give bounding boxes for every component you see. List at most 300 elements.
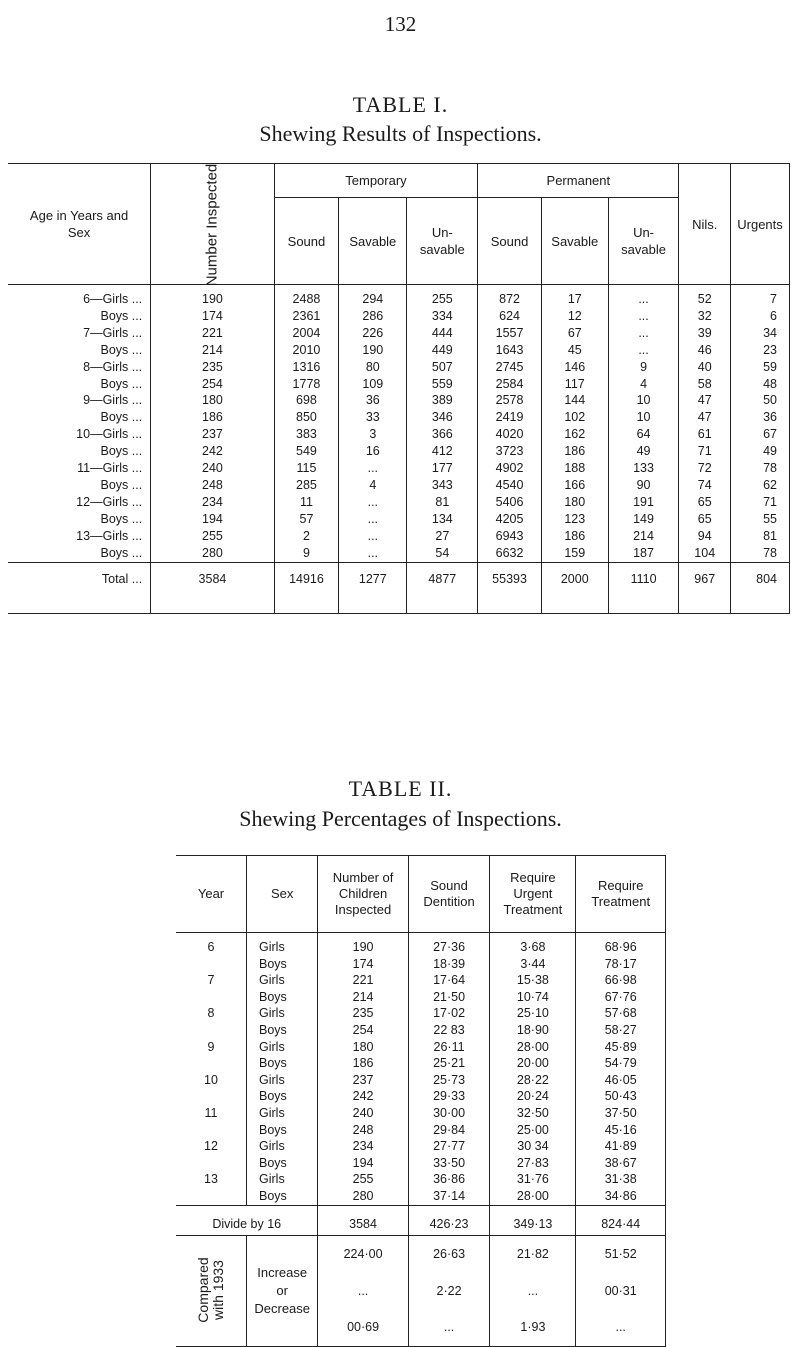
compared-row	[176, 1235, 666, 1273]
table2-body	[176, 933, 666, 1206]
table-cell: 67	[731, 426, 790, 443]
table-row	[176, 1005, 666, 1022]
table-cell: 67	[541, 325, 608, 342]
compared-value: ...	[576, 1310, 666, 1346]
header-perm-savable: Savable	[541, 198, 608, 284]
compared-value: ...	[408, 1310, 490, 1346]
table-cell: 10	[608, 392, 679, 409]
divide-value: 349·13	[490, 1205, 576, 1235]
table-cell: 2419	[478, 409, 542, 426]
table-cell: 180	[318, 1039, 408, 1056]
total-cell: 2000	[541, 562, 608, 613]
table-cell: 240	[318, 1105, 408, 1122]
row-label: Boys ...	[100, 376, 143, 391]
compared-value: 26·63	[408, 1235, 490, 1273]
table-cell: 449	[407, 342, 478, 359]
table-cell: 45·89	[576, 1039, 666, 1056]
table-cell: 78	[731, 545, 790, 562]
table-cell: 507	[407, 359, 478, 376]
year-cell	[176, 956, 247, 973]
row-label: 12—Girls ...	[76, 494, 143, 509]
table-cell: 190	[339, 342, 407, 359]
table-cell: 115	[274, 460, 338, 477]
table-cell: 28·00	[490, 1188, 576, 1205]
table-cell: 146	[541, 359, 608, 376]
table-cell: 39	[679, 325, 731, 342]
table-cell: 559	[407, 376, 478, 393]
table-cell: 31·38	[576, 1171, 666, 1188]
header-urgent-treatment: Require Urgent Treatment	[490, 856, 576, 933]
compared-value: 51·52	[576, 1235, 666, 1273]
table-cell: 549	[274, 443, 338, 460]
table-cell: 191	[608, 494, 679, 511]
table-cell: 6	[731, 308, 790, 325]
table-cell: ...	[339, 460, 407, 477]
sex-cell: Girls	[247, 972, 318, 989]
header-perm-sound: Sound	[478, 198, 542, 284]
table-cell: 49	[731, 443, 790, 460]
compared-value: 00·69	[318, 1310, 408, 1346]
table-cell: 3723	[478, 443, 542, 460]
table-cell: 30 34	[490, 1138, 576, 1155]
total-cell: 4877	[407, 562, 478, 613]
table-cell: 72	[679, 460, 731, 477]
table-cell: 1643	[478, 342, 542, 359]
table-cell: 38·67	[576, 1155, 666, 1172]
table-cell: 11	[274, 494, 338, 511]
sex-cell: Girls	[247, 1138, 318, 1155]
table-cell: 17·64	[408, 972, 490, 989]
table-row	[176, 1055, 666, 1072]
row-label: 11—Girls ...	[77, 461, 143, 476]
table-cell: 80	[339, 359, 407, 376]
table-cell: 214	[608, 528, 679, 545]
increase-decrease-label: Increase or Decrease	[247, 1235, 318, 1346]
table-cell: 25·21	[408, 1055, 490, 1072]
compared-value: 21·82	[490, 1235, 576, 1273]
table-cell: 50·43	[576, 1088, 666, 1105]
table-cell: 34	[731, 325, 790, 342]
table-cell: 186	[541, 528, 608, 545]
table-cell: 144	[541, 392, 608, 409]
table1-title: TABLE I.	[352, 92, 449, 117]
table-cell: ...	[339, 511, 407, 528]
table-cell: 248	[151, 477, 275, 494]
table-cell: 28·00	[490, 1039, 576, 1056]
total-cell: 804	[731, 562, 790, 613]
table-cell: 444	[407, 325, 478, 342]
table-cell: 174	[318, 956, 408, 973]
header-urgents: Urgents	[731, 164, 790, 285]
row-label: Boys ...	[100, 410, 143, 425]
table-row	[176, 933, 666, 956]
table-cell: 65	[679, 494, 731, 511]
sex-cell: Boys	[247, 956, 318, 973]
table-cell: 133	[608, 460, 679, 477]
header-require-treatment: Require Treatment	[576, 856, 666, 933]
table-cell: 27	[407, 528, 478, 545]
year-cell	[176, 1022, 247, 1039]
table-cell: 366	[407, 426, 478, 443]
table-cell: 294	[339, 285, 407, 308]
inspection-results-table	[8, 163, 790, 614]
table-cell: 32	[679, 308, 731, 325]
compared-value: 2·22	[408, 1273, 490, 1309]
table-cell: 242	[151, 443, 275, 460]
table-row	[176, 956, 666, 973]
total-label: Total ...	[8, 562, 151, 613]
table-cell: 68·96	[576, 933, 666, 956]
table-cell: 104	[679, 545, 731, 562]
table-cell: 235	[151, 359, 275, 376]
table-cell: 194	[318, 1155, 408, 1172]
table-cell: 4	[339, 477, 407, 494]
table-cell: 61	[679, 426, 731, 443]
table-row	[8, 376, 790, 393]
sex-cell: Boys	[247, 1155, 318, 1172]
table-cell: 234	[151, 494, 275, 511]
table-cell: 50	[731, 392, 790, 409]
table-cell: 7	[731, 285, 790, 308]
table-cell: 57	[274, 511, 338, 528]
table-cell: 23	[731, 342, 790, 359]
table-cell: 188	[541, 460, 608, 477]
header-perm-unsavable: Un- savable	[608, 198, 679, 284]
table-row	[176, 1072, 666, 1089]
table-cell: 286	[339, 308, 407, 325]
table-cell: 214	[318, 989, 408, 1006]
table-cell: 4020	[478, 426, 542, 443]
table-cell: 17·02	[408, 1005, 490, 1022]
sex-cell: Girls	[247, 933, 318, 956]
table-cell: 166	[541, 477, 608, 494]
table-cell: 134	[407, 511, 478, 528]
table-cell: 10·74	[490, 989, 576, 1006]
table-row	[176, 1155, 666, 1172]
row-label: 13—Girls ...	[76, 528, 143, 543]
table-row	[176, 1022, 666, 1039]
table-row	[176, 1088, 666, 1105]
table-cell: 4902	[478, 460, 542, 477]
divide-value: 824·44	[576, 1205, 666, 1235]
table-cell: 4540	[478, 477, 542, 494]
total-row	[8, 562, 790, 613]
table-row	[8, 359, 790, 376]
table-cell: 20·24	[490, 1088, 576, 1105]
table-cell: 240	[151, 460, 275, 477]
table-cell: 58	[679, 376, 731, 393]
header-sound-dentition: Sound Dentition	[408, 856, 490, 933]
year-cell: 7	[207, 973, 215, 988]
table-cell: 21·50	[408, 989, 490, 1006]
year-cell: 6	[207, 940, 215, 954]
table-cell: 27·83	[490, 1155, 576, 1172]
table-cell: 18·90	[490, 1022, 576, 1039]
row-label: 9—Girls ...	[83, 393, 143, 408]
table-cell: 2745	[478, 359, 542, 376]
table-cell: 2010	[274, 342, 338, 359]
divide-value: 3584	[318, 1205, 408, 1235]
compared-value: 00·31	[576, 1273, 666, 1309]
divide-value: 426·23	[408, 1205, 490, 1235]
table-cell: 3	[339, 426, 407, 443]
table-cell: 25·00	[490, 1122, 576, 1139]
table-cell: ...	[608, 342, 679, 359]
row-label: Boys ...	[100, 477, 143, 492]
table-cell: 33·50	[408, 1155, 490, 1172]
header-nils: Nils.	[679, 164, 731, 285]
table-cell: 41·89	[576, 1138, 666, 1155]
table-cell: 190	[318, 933, 408, 956]
year-cell: 11	[204, 1105, 218, 1120]
compared-value: ...	[490, 1273, 576, 1309]
table-row	[8, 409, 790, 426]
sex-cell: Girls	[247, 1072, 318, 1089]
table-row	[8, 342, 790, 359]
table-cell: 149	[608, 511, 679, 528]
table-row	[8, 325, 790, 342]
table-cell: 221	[151, 325, 275, 342]
table-cell: 49	[608, 443, 679, 460]
table-cell: 1316	[274, 359, 338, 376]
table-cell: 1778	[274, 376, 338, 393]
year-cell	[176, 989, 247, 1006]
table-cell: 346	[407, 409, 478, 426]
table-cell: 117	[541, 376, 608, 393]
year-cell: 8	[207, 1006, 215, 1021]
sex-cell: Girls	[247, 1105, 318, 1122]
table-cell: 36	[731, 409, 790, 426]
table-cell: 90	[608, 477, 679, 494]
table-cell: 2361	[274, 308, 338, 325]
table2-title: TABLE II.	[348, 776, 453, 801]
table-row	[176, 972, 666, 989]
table-cell: 162	[541, 426, 608, 443]
table-cell: 37·14	[408, 1188, 490, 1205]
table-row	[176, 1039, 666, 1056]
table-cell: 872	[478, 285, 542, 308]
table-row	[8, 308, 790, 325]
total-cell: 14916	[274, 562, 338, 613]
table-cell: 235	[318, 1005, 408, 1022]
table-cell: 47	[679, 409, 731, 426]
table-cell: 186	[318, 1055, 408, 1072]
table1-subtitle: Shewing Results of Inspections.	[259, 121, 542, 146]
table-cell: 2	[274, 528, 338, 545]
table-cell: 102	[541, 409, 608, 426]
sex-cell: Boys	[247, 1022, 318, 1039]
table-cell: 180	[541, 494, 608, 511]
header-number-inspected: Number Inspected	[151, 164, 275, 285]
percentages-table	[176, 855, 666, 1347]
compared-value: ...	[318, 1273, 408, 1309]
table-cell: 45	[541, 342, 608, 359]
table-cell: ...	[608, 285, 679, 308]
table-cell: 9	[608, 359, 679, 376]
table-cell: 52	[679, 285, 731, 308]
table-cell: 34·86	[576, 1188, 666, 1205]
table-row	[8, 285, 790, 308]
year-cell	[176, 1088, 247, 1105]
compared-value: 224·00	[318, 1235, 408, 1273]
table-cell: 36	[339, 392, 407, 409]
table-cell: 48	[731, 376, 790, 393]
row-label: 6—Girls ...	[83, 292, 143, 306]
table-cell: 237	[151, 426, 275, 443]
table-cell: 30·00	[408, 1105, 490, 1122]
table-cell: 255	[318, 1171, 408, 1188]
table-cell: 1557	[478, 325, 542, 342]
sex-cell: Boys	[247, 1088, 318, 1105]
table-cell: 343	[407, 477, 478, 494]
table-cell: 28·22	[490, 1072, 576, 1089]
table-cell: 123	[541, 511, 608, 528]
table-cell: 159	[541, 545, 608, 562]
table-cell: 186	[151, 409, 275, 426]
table-cell: 280	[151, 545, 275, 562]
table-cell: 27·36	[408, 933, 490, 956]
table-row	[176, 1171, 666, 1188]
table-cell: 64	[608, 426, 679, 443]
table-cell: 31·76	[490, 1171, 576, 1188]
page-number: 132	[384, 12, 417, 36]
header-sex: Sex	[247, 856, 318, 933]
table-cell: 214	[151, 342, 275, 359]
table-cell: 57·68	[576, 1005, 666, 1022]
row-label: Boys ...	[100, 545, 143, 560]
table-cell: 66·98	[576, 972, 666, 989]
table-row	[176, 1122, 666, 1139]
table-cell: 18·39	[408, 956, 490, 973]
table-cell: 3·68	[490, 933, 576, 956]
table-cell: 194	[151, 511, 275, 528]
table-cell: 58·27	[576, 1022, 666, 1039]
table-cell: ...	[608, 325, 679, 342]
table-cell: 47	[679, 392, 731, 409]
table-cell: 25·10	[490, 1005, 576, 1022]
table-cell: 71	[731, 494, 790, 511]
table-cell: 109	[339, 376, 407, 393]
row-label: Boys ...	[100, 444, 143, 459]
table-cell: 62	[731, 477, 790, 494]
table-cell: 67·76	[576, 989, 666, 1006]
table-cell: 4205	[478, 511, 542, 528]
year-cell	[176, 1055, 247, 1072]
header-temp-savable: Savable	[339, 198, 407, 284]
divide-label: Divide by 16	[176, 1205, 318, 1235]
table-cell: 29·84	[408, 1122, 490, 1139]
total-cell: 1277	[339, 562, 407, 613]
table-cell: 16	[339, 443, 407, 460]
table-cell: 54	[407, 545, 478, 562]
header-permanent: Permanent	[478, 164, 679, 198]
table-cell: 40	[679, 359, 731, 376]
table-cell: 177	[407, 460, 478, 477]
table-cell: 334	[407, 308, 478, 325]
table-cell: 36·86	[408, 1171, 490, 1188]
table-cell: 17	[541, 285, 608, 308]
table2-subtitle: Shewing Percentages of Inspections.	[239, 806, 562, 831]
table-cell: 180	[151, 392, 275, 409]
table-cell: 255	[407, 285, 478, 308]
sex-cell: Boys	[247, 989, 318, 1006]
table-row	[176, 1138, 666, 1155]
table-cell: 254	[151, 376, 275, 393]
total-cell: 1110	[608, 562, 679, 613]
table-row	[8, 494, 790, 511]
table-cell: 59	[731, 359, 790, 376]
sex-cell: Girls	[247, 1171, 318, 1188]
table-cell: 187	[608, 545, 679, 562]
table-cell: ...	[339, 545, 407, 562]
table-row	[176, 1188, 666, 1205]
table-cell: 850	[274, 409, 338, 426]
header-temp-unsavable: Un- savable	[407, 198, 478, 284]
table-cell: 226	[339, 325, 407, 342]
table-cell: 3·44	[490, 956, 576, 973]
table1-body	[8, 285, 790, 614]
sex-cell: Boys	[247, 1188, 318, 1205]
table-cell: 2578	[478, 392, 542, 409]
header-year: Year	[176, 856, 247, 933]
table-row	[176, 1105, 666, 1122]
table-cell: 389	[407, 392, 478, 409]
row-label: 7—Girls ...	[83, 325, 143, 340]
table-row	[8, 477, 790, 494]
table-row	[176, 989, 666, 1006]
table-cell: 698	[274, 392, 338, 409]
table-cell: 190	[151, 285, 275, 308]
table-cell: 383	[274, 426, 338, 443]
total-cell: 3584	[151, 562, 275, 613]
table-row	[8, 460, 790, 477]
table-cell: 20·00	[490, 1055, 576, 1072]
table-cell: ...	[339, 494, 407, 511]
table-cell: 78	[731, 460, 790, 477]
table-cell: 234	[318, 1138, 408, 1155]
year-cell: 13	[204, 1172, 218, 1187]
table-cell: 412	[407, 443, 478, 460]
sex-cell: Boys	[247, 1055, 318, 1072]
header-children-inspected: Number of Children Inspected	[318, 856, 408, 933]
header-temporary: Temporary	[274, 164, 477, 198]
row-label: 8—Girls ...	[83, 359, 143, 374]
table-cell: 46	[679, 342, 731, 359]
sex-cell: Girls	[247, 1039, 318, 1056]
table-cell: 10	[608, 409, 679, 426]
table-cell: 15·38	[490, 972, 576, 989]
table-cell: 2004	[274, 325, 338, 342]
table-cell: 285	[274, 477, 338, 494]
table-cell: 5406	[478, 494, 542, 511]
row-label: Boys ...	[100, 342, 143, 357]
table-cell: 71	[679, 443, 731, 460]
table-cell: 248	[318, 1122, 408, 1139]
table-cell: 9	[274, 545, 338, 562]
table-cell: 46·05	[576, 1072, 666, 1089]
header-age: Age in Years and Sex	[29, 208, 129, 240]
table-cell: 81	[731, 528, 790, 545]
table-cell: 94	[679, 528, 731, 545]
table-cell: 242	[318, 1088, 408, 1105]
table-row	[8, 392, 790, 409]
table-cell: 32·50	[490, 1105, 576, 1122]
table-row	[8, 511, 790, 528]
table-cell: ...	[608, 308, 679, 325]
table-row	[8, 528, 790, 545]
table-cell: 45·16	[576, 1122, 666, 1139]
year-cell: 10	[204, 1072, 218, 1087]
